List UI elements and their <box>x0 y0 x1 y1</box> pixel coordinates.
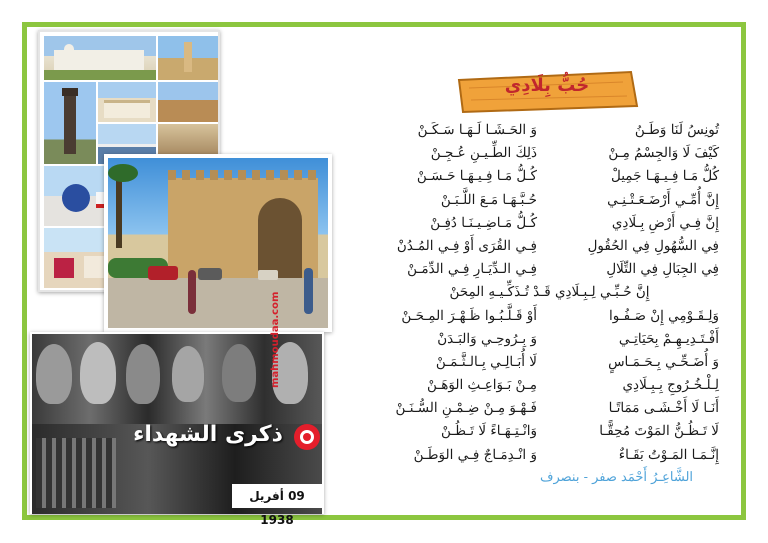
poem-verse <box>372 284 727 307</box>
verse-first-hemistich: إِنَّـمَـا المَـوْتُ بَقَـاءٌ <box>618 446 719 463</box>
photo-colonial-building <box>98 82 156 122</box>
verse-first-hemistich: كُلُّ مَـا فِـيـهَـا جَمِيلْ <box>611 168 719 185</box>
verse-second-hemistich: أَوْ قَـلَّـبُـوا ظَـهْـرَ المِـحَـنْ <box>401 307 537 324</box>
photo-government-square <box>44 36 156 80</box>
verse-first-hemistich: فِي الجِبَالِ فِي التِّلَالِ <box>606 261 719 278</box>
poem-verse <box>372 377 727 400</box>
poem-verse <box>372 354 727 377</box>
poster-watermark: mahmoudaa.com <box>270 291 281 388</box>
poem-verse <box>372 238 727 261</box>
verse-second-hemistich: مِـنْ بَـوَاعِـثِ الوَهَـنْ <box>427 377 537 394</box>
verse-first-hemistich: وَ أُضَـحِّـي بِـحَـمَـاسٍ <box>608 353 719 370</box>
verse-second-hemistich: لَا أُبَـالِـي بِـالـثَّـمَـنْ <box>435 353 537 370</box>
verse-first-hemistich: إِنَّ فِـي أَرْضِ بِـلَادِي <box>611 214 719 231</box>
poem-verse <box>372 145 727 168</box>
verse-second-hemistich: وَانْـتِـهَـاءً لَا تَـظُـنْ <box>441 423 537 440</box>
verse-first-hemistich: كَيْفَ لَا وَالجِسْمُ مِـنْ <box>608 145 719 162</box>
verse-first-hemistich: إِنَّ حُـبِّـي لِـبِـلَادِي قَـدْ تُـذَكِّـيـهِ المِحَنْ <box>449 284 650 301</box>
poem-verse <box>372 400 727 423</box>
poster-date: 09 أفريل 1938 <box>232 484 322 508</box>
photo-ruins <box>158 82 218 122</box>
verse-first-hemistich: أَنَـا لَا أَخْـشَـى مَمَاتًـا <box>608 400 719 417</box>
poem-verse <box>372 192 727 215</box>
poem-verse <box>372 261 727 284</box>
verse-second-hemistich: فِـي الـدِّيَـارِ فِـي الدِّمَـنْ <box>407 261 537 278</box>
poem-verse <box>372 331 727 354</box>
title-board <box>455 66 639 116</box>
verse-second-hemistich: فَـهْـوَ مِـنْ ضِـمْـنِ السُّـنَـنْ <box>395 400 537 417</box>
poet-signature: الشَّاعِـرُ أَحْمَد صفر - بنصرف <box>540 470 694 485</box>
verse-second-hemistich: حُـبَّـهَـا مَـعَ اللَّـبَـنْ <box>440 191 537 208</box>
poem-verse <box>372 168 727 191</box>
verse-first-hemistich: إِنَّ أُمِّـي أَرْضَـعَـتْـنِـي <box>607 191 719 208</box>
verse-second-hemistich: وَ انْـدِمَـاجٌ فِـي الوَطَـنْ <box>413 446 537 463</box>
verse-second-hemistich: ذَلِكَ الطِّـيـنِ عُـجِـنْ <box>430 145 537 162</box>
verse-first-hemistich: أَفْـتَـدِيـهِـمْ بِحَيَاتِـي <box>618 330 719 347</box>
city-gate-photo <box>104 154 332 332</box>
verse-second-hemistich: كُـلُّ مَـا فِـيـهَـا حَـسَـنْ <box>416 168 537 185</box>
poster-heading: ذكرى الشهداء <box>133 422 283 447</box>
poem-verse <box>372 215 727 238</box>
poem-verse <box>372 423 727 446</box>
verse-first-hemistich: لِـلْـخُـرُوجِ بِـبِـلَادِي <box>622 377 719 394</box>
photo-mosque-minaret <box>158 36 218 80</box>
photo-clock-tower <box>44 82 96 164</box>
verse-first-hemistich: وَلِـقَـوْمِي إِنْ صَـفُـوا <box>608 307 719 324</box>
verse-first-hemistich: تُونِسُ لَنَا وَطَـنُ <box>634 122 719 138</box>
verse-second-hemistich: وَ الحَـشَـا لَـهَـا سَـكَـنْ <box>417 122 537 138</box>
poem-title: حُبُّ بِلَادِي <box>504 75 590 96</box>
verse-second-hemistich: كُـلُّ مَـاضِـيـنَـا دُفِـنْ <box>430 214 537 231</box>
poem-verse <box>372 308 727 331</box>
verse-second-hemistich: فِـي القُرَى أَوْ فِـي المُـدُنْ <box>396 237 537 254</box>
verse-first-hemistich: فِي السُّهُولِ فِي الحُقُولِ <box>587 237 719 254</box>
tunisian-flag-icon <box>294 424 320 450</box>
verse-second-hemistich: وَ بِـرُوحِـي وَالبَـدَنْ <box>437 330 537 347</box>
verse-first-hemistich: لَا تَـظُـنُّ المَوْتَ مُحِقًّـا <box>599 423 719 440</box>
poem-verse <box>372 122 727 145</box>
poem-verse <box>372 447 727 470</box>
poem-body <box>372 122 727 470</box>
martyrs-day-poster <box>30 291 324 527</box>
